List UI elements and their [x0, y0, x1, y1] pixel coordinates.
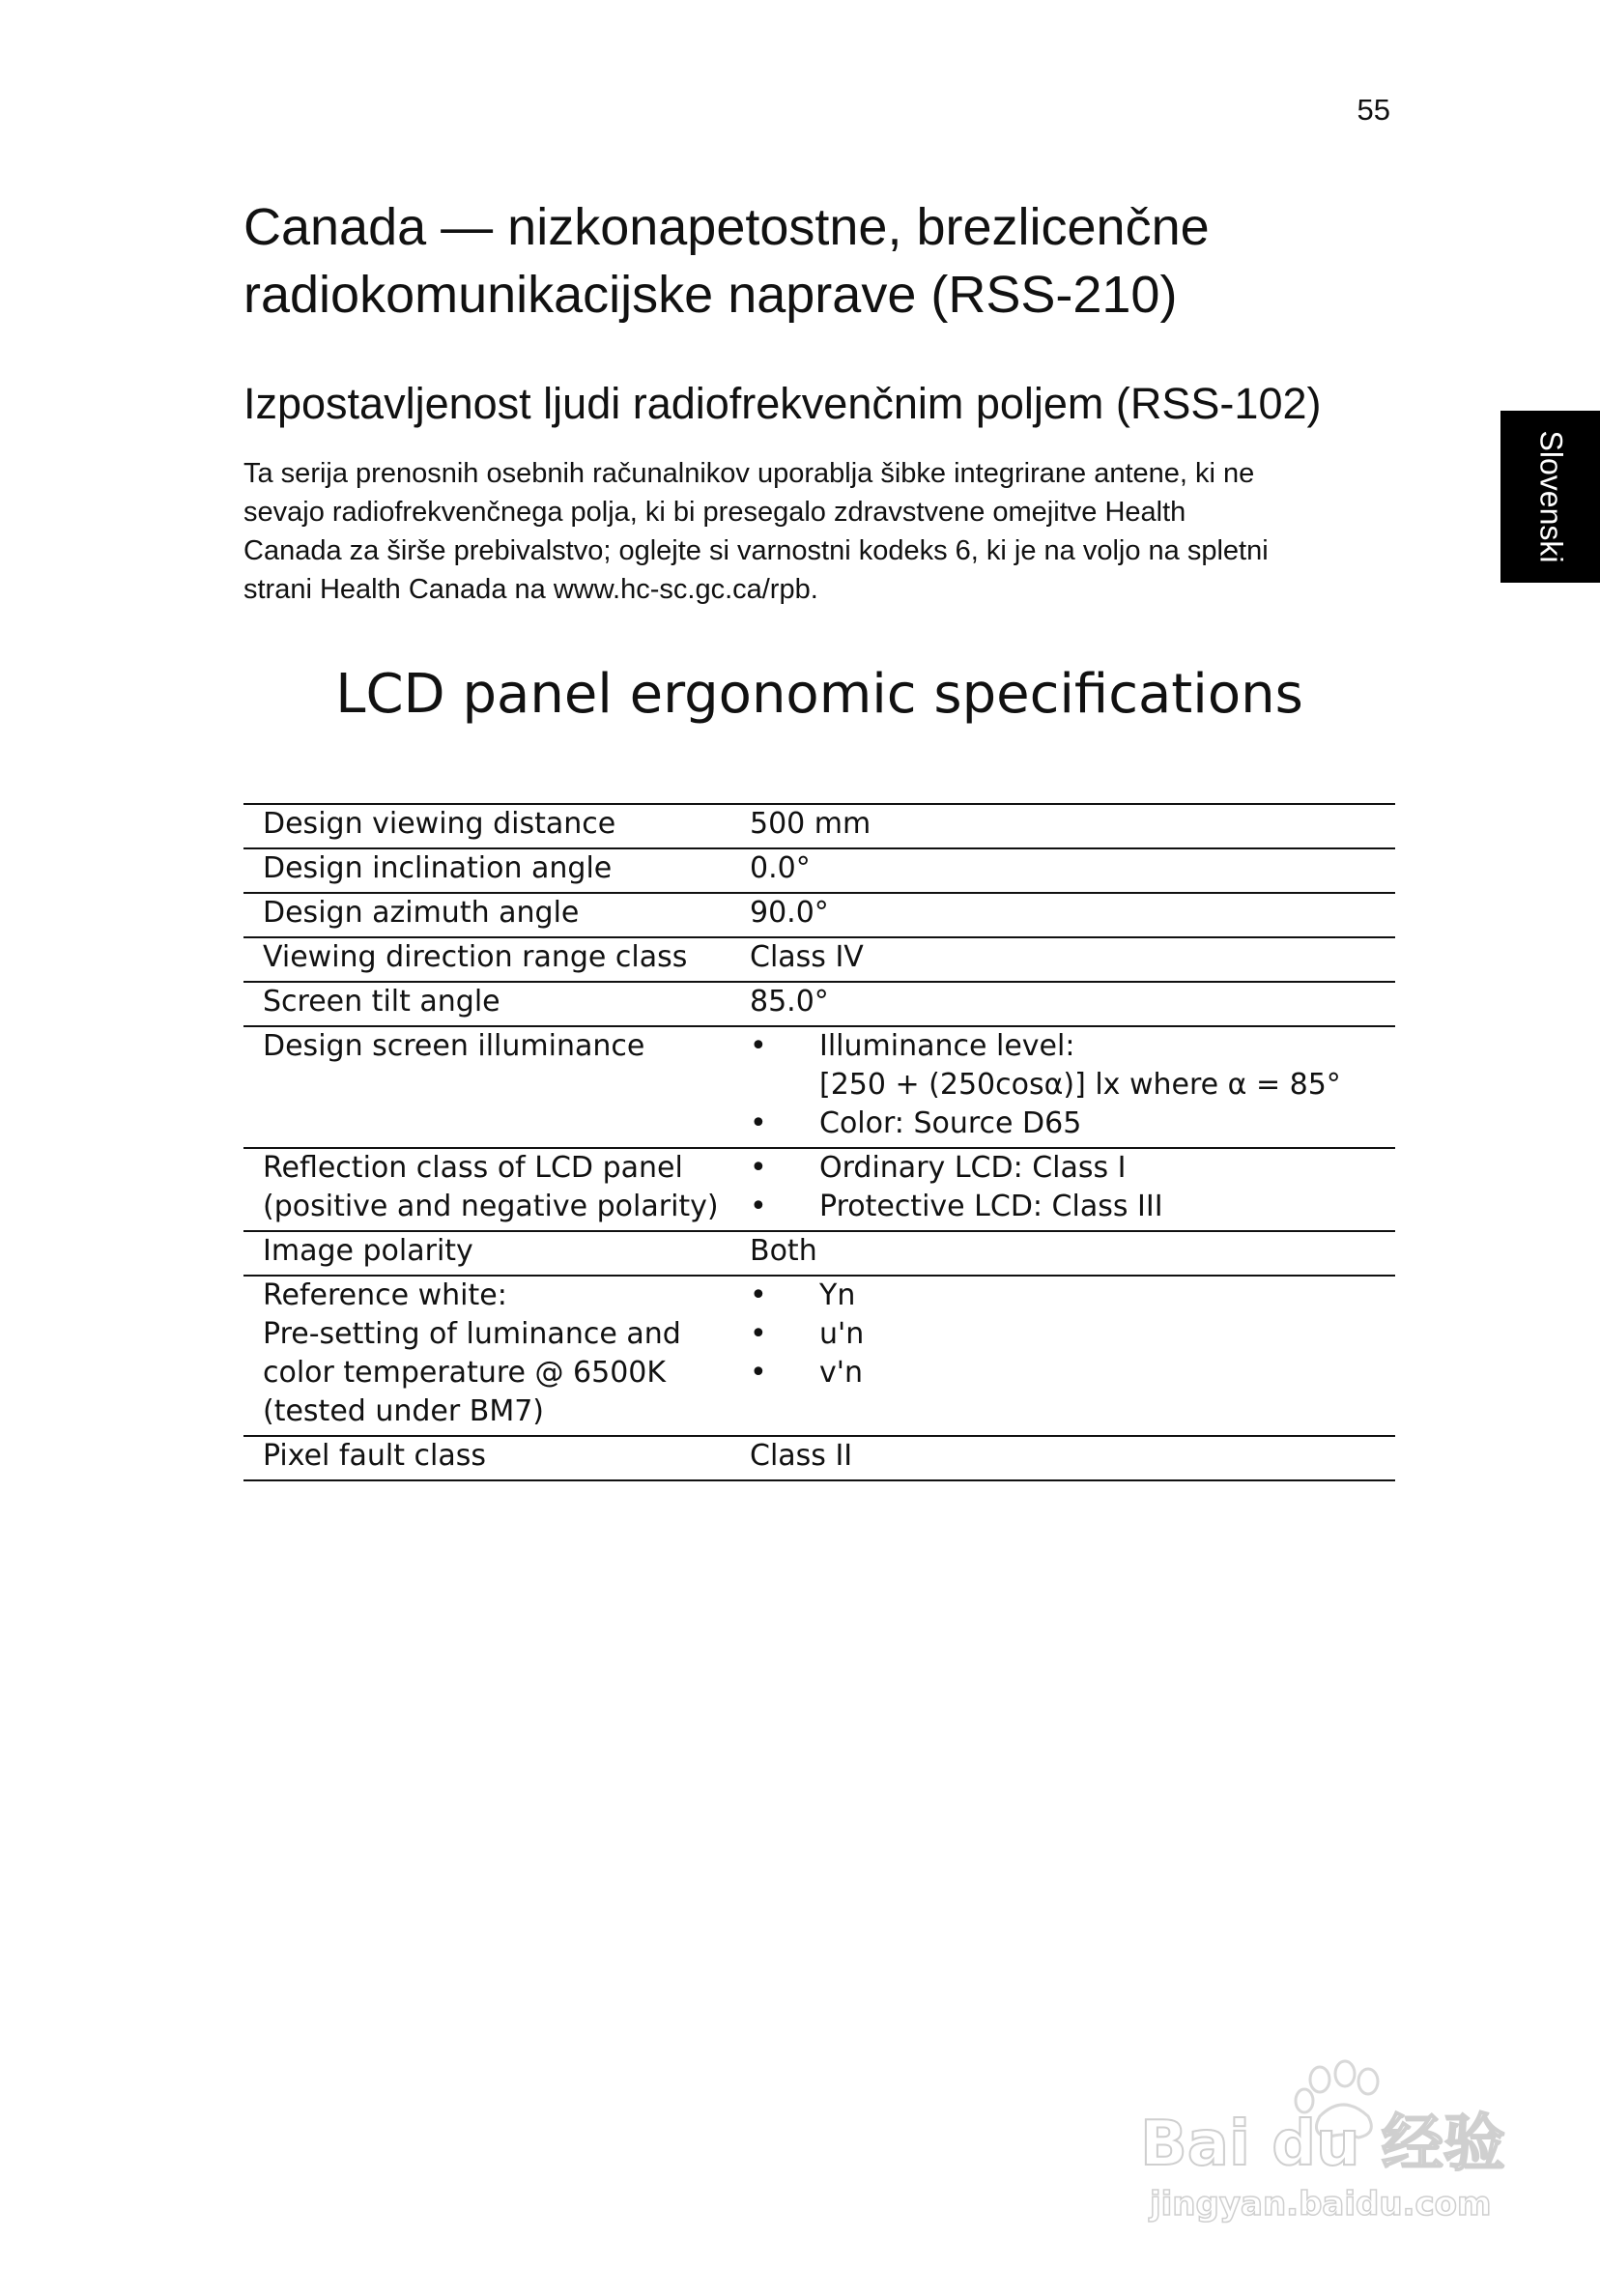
spec-bullet-text: Ordinary LCD: Class I: [819, 1151, 1127, 1185]
spec-label: [243, 937, 750, 982]
bullet-icon: •: [750, 1317, 767, 1351]
spec-bullet-text: Yn: [819, 1278, 856, 1312]
lcd-spec-table: [243, 803, 1395, 1481]
spec-row: [243, 937, 1395, 982]
baidu-watermark: [1130, 2058, 1517, 2232]
rss102-paragraph: [243, 454, 1403, 609]
paragraph-line: strani Health Canada na www.hc-sc.gc.ca/rpb.: [243, 574, 818, 605]
spec-bullet-list: [750, 1027, 1395, 1143]
spec-label-line: Design viewing distance: [263, 807, 616, 841]
spec-row: [243, 893, 1395, 937]
spec-value: [750, 1276, 1395, 1436]
spec-value: 85.0°: [750, 985, 829, 1019]
spec-row: [243, 1231, 1395, 1276]
spec-bullet-item: [750, 1149, 1395, 1188]
spec-label-line: Pixel fault class: [263, 1439, 486, 1473]
spec-bullet-item: [750, 1105, 1395, 1143]
spec-row: [243, 1148, 1395, 1231]
watermark-url: jingyan.baidu.com: [1150, 2185, 1492, 2224]
spec-row: [243, 1276, 1395, 1436]
spec-label-line: color temperature @ 6500K: [263, 1356, 667, 1390]
spec-bullet-text: v'n: [819, 1356, 864, 1390]
spec-bullet-list: [750, 1277, 1395, 1392]
spec-label-line: Design azimuth angle: [263, 896, 580, 930]
spec-label-line: (tested under BM7): [263, 1394, 545, 1428]
spec-bullet-text: Protective LCD: Class III: [819, 1190, 1163, 1223]
spec-value: 500 mm: [750, 807, 871, 841]
spec-label: [243, 982, 750, 1026]
spec-bullet-list: [750, 1149, 1395, 1226]
section-title-line: radiokomunikacijske naprave (RSS-210): [243, 266, 1178, 324]
spec-label: [243, 893, 750, 937]
spec-label: [243, 1148, 750, 1231]
bullet-icon: •: [750, 1029, 767, 1063]
spec-bullet-text: [250 + (250cosα)] lx where α = 85°: [819, 1068, 1341, 1102]
spec-label-line: Viewing direction range class: [263, 940, 688, 974]
paragraph-line: sevajo radiofrekvenčnega polja, ki bi presegalo zdravstvene omejitve Health: [243, 497, 1186, 528]
bullet-icon: •: [750, 1151, 767, 1185]
spec-row: [243, 1026, 1395, 1148]
spec-label-line: (positive and negative polarity): [263, 1190, 719, 1223]
spec-bullet-item: [750, 1354, 1395, 1392]
bullet-icon: •: [750, 1190, 767, 1223]
paragraph-line: Canada za širše prebivalstvo; oglejte si varnostni kodeks 6, ki je na voljo na spletni: [243, 535, 1269, 566]
spec-label: [243, 1231, 750, 1276]
spec-value: [750, 1148, 1395, 1231]
spec-row: [243, 982, 1395, 1026]
spec-label-line: Pre-setting of luminance and: [263, 1317, 681, 1351]
bullet-icon: •: [750, 1356, 767, 1390]
spec-label: [243, 1026, 750, 1148]
section-title-line: Canada — nizkonapetostne, brezlicenčne: [243, 198, 1210, 256]
spec-bullet-text: Color: Source D65: [819, 1106, 1082, 1140]
spec-value: Class IV: [750, 940, 864, 974]
language-tab-label: Slovenski: [1533, 430, 1568, 563]
spec-label-line: Screen tilt angle: [263, 985, 500, 1019]
spec-label: [243, 1276, 750, 1436]
spec-bullet-item: [750, 1315, 1395, 1354]
bullet-icon: •: [750, 1278, 767, 1312]
spec-label: [243, 804, 750, 848]
spec-bullet-item: [750, 1027, 1395, 1105]
spec-label-line: Image polarity: [263, 1234, 473, 1268]
spec-label-line: Design screen illuminance: [263, 1029, 645, 1063]
spec-bullet-text: u'n: [819, 1317, 865, 1351]
language-tab: [1500, 411, 1600, 583]
bullet-icon: •: [750, 1106, 767, 1140]
spec-label: [243, 848, 750, 893]
lcd-spec-table-body: [243, 804, 1395, 1480]
spec-value: Class II: [750, 1439, 853, 1473]
spec-label-line: Reference white:: [263, 1278, 507, 1312]
spec-value: Both: [750, 1234, 817, 1268]
spec-value: 0.0°: [750, 851, 811, 885]
spec-bullet-item: [750, 1277, 1395, 1315]
section-title-canada: [243, 193, 1403, 329]
page-number: 55: [1357, 93, 1390, 127]
spec-row: [243, 848, 1395, 893]
spec-label: [243, 1436, 750, 1480]
spec-value: [750, 1026, 1395, 1148]
spec-bullet-item: [750, 1188, 1395, 1226]
spec-label-line: Reflection class of LCD panel: [263, 1151, 683, 1185]
watermark-brand: Bai du 经验: [1140, 2109, 1505, 2180]
section-title-lcd-specs: LCD panel ergonomic specifications: [335, 663, 1303, 726]
section-title-rss102: Izpostavljenost ljudi radiofrekvenčnim poljem (RSS-102): [243, 379, 1322, 428]
spec-value: 90.0°: [750, 896, 829, 930]
spec-label-line: Design inclination angle: [263, 851, 613, 885]
spec-row: [243, 804, 1395, 848]
paragraph-line: Ta serija prenosnih osebnih računalnikov uporablja šibke integrirane antene, ki ne: [243, 458, 1255, 489]
spec-bullet-text: Illuminance level:: [819, 1029, 1075, 1063]
spec-row: [243, 1436, 1395, 1480]
